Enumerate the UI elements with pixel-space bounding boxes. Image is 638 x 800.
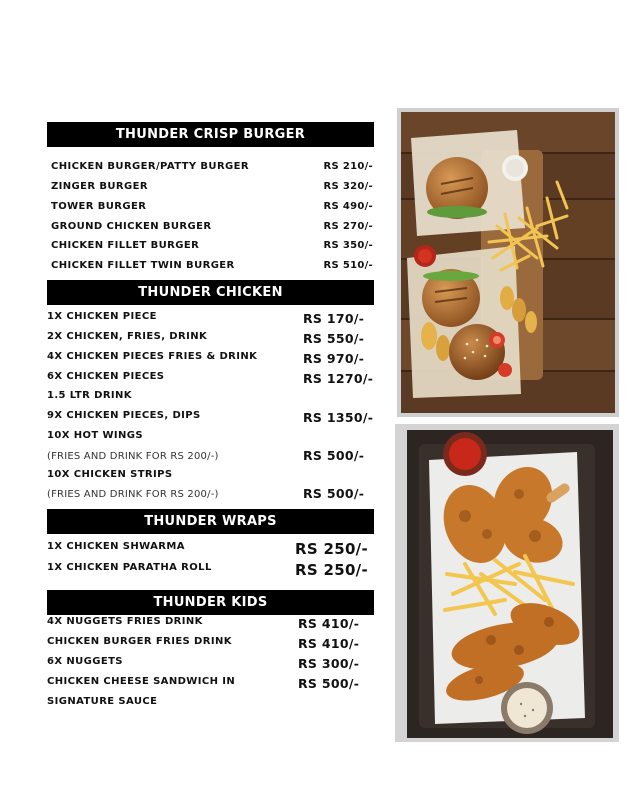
section-header-chicken bbox=[47, 280, 374, 305]
item-name: 9X CHICKEN PIECES, DIPS bbox=[47, 410, 201, 421]
section-header-kids bbox=[47, 590, 374, 615]
item-name: ZINGER BURGER bbox=[51, 181, 148, 192]
item-name: 1X CHICKEN PIECE bbox=[47, 311, 157, 322]
item-note: (FRIES AND DRINK FOR RS 200/-) bbox=[47, 451, 219, 462]
item-name: SIGNATURE SAUCE bbox=[47, 696, 158, 707]
burgers-and-fries-photo bbox=[397, 108, 619, 417]
item-name: 10X CHICKEN STRIPS bbox=[47, 469, 173, 480]
item-name: CHICKEN BURGER/PATTY BURGER bbox=[51, 161, 249, 172]
item-price: RS 410/- bbox=[298, 636, 360, 651]
item-price: RS 170/- bbox=[303, 311, 365, 326]
item-name: 1X CHICKEN SHWARMA bbox=[47, 541, 185, 552]
item-name: 1.5 LTR DRINK bbox=[47, 390, 132, 401]
item-name: TOWER BURGER bbox=[51, 201, 147, 212]
item-price: RS 300/- bbox=[298, 656, 360, 671]
item-name: CHICKEN FILLET BURGER bbox=[51, 240, 200, 251]
item-name: 1X CHICKEN PARATHA ROLL bbox=[47, 562, 212, 573]
item-price: RS 350/- bbox=[323, 240, 373, 251]
item-name: GROUND CHICKEN BURGER bbox=[51, 221, 212, 232]
item-name: CHICKEN BURGER FRIES DRINK bbox=[47, 636, 232, 647]
item-price: RS 550/- bbox=[303, 331, 365, 346]
section-title: THUNDER WRAPS bbox=[144, 514, 277, 529]
section-title: THUNDER CRISP BURGER bbox=[115, 127, 306, 142]
item-name: 4X CHICKEN PIECES FRIES & DRINK bbox=[47, 351, 258, 362]
item-price: RS 1350/- bbox=[303, 410, 374, 425]
item-name: 6X NUGGETS bbox=[47, 656, 123, 667]
item-price: RS 490/- bbox=[323, 201, 373, 212]
item-price: RS 250/- bbox=[295, 561, 368, 579]
item-price: RS 210/- bbox=[323, 161, 373, 172]
item-name: 2X CHICKEN, FRIES, DRINK bbox=[47, 331, 208, 342]
item-price: RS 320/- bbox=[323, 181, 373, 192]
item-note: (FRIES AND DRINK FOR RS 200/-) bbox=[47, 489, 219, 500]
item-price: RS 500/- bbox=[298, 676, 360, 691]
item-name: 6X CHICKEN PIECES bbox=[47, 371, 165, 382]
item-price: RS 500/- bbox=[303, 486, 365, 501]
item-price: RS 1270/- bbox=[303, 371, 374, 386]
item-name: CHICKEN CHEESE SANDWICH IN bbox=[47, 676, 236, 687]
item-price: RS 510/- bbox=[323, 260, 373, 271]
item-price: RS 970/- bbox=[303, 351, 365, 366]
item-price: RS 500/- bbox=[303, 448, 365, 463]
section-header-wraps bbox=[47, 509, 374, 534]
item-price: RS 410/- bbox=[298, 616, 360, 631]
section-title: THUNDER CHICKEN bbox=[138, 285, 283, 300]
fried-chicken-and-fries-photo bbox=[395, 424, 619, 742]
item-name: 10X HOT WINGS bbox=[47, 430, 144, 441]
item-name: 4X NUGGETS FRIES DRINK bbox=[47, 616, 203, 627]
item-price: RS 250/- bbox=[295, 540, 368, 558]
item-name: CHICKEN FILLET TWIN BURGER bbox=[51, 260, 235, 271]
section-title: THUNDER KIDS bbox=[153, 595, 268, 610]
section-header-crisp-burger bbox=[47, 122, 374, 147]
item-price: RS 270/- bbox=[323, 221, 373, 232]
